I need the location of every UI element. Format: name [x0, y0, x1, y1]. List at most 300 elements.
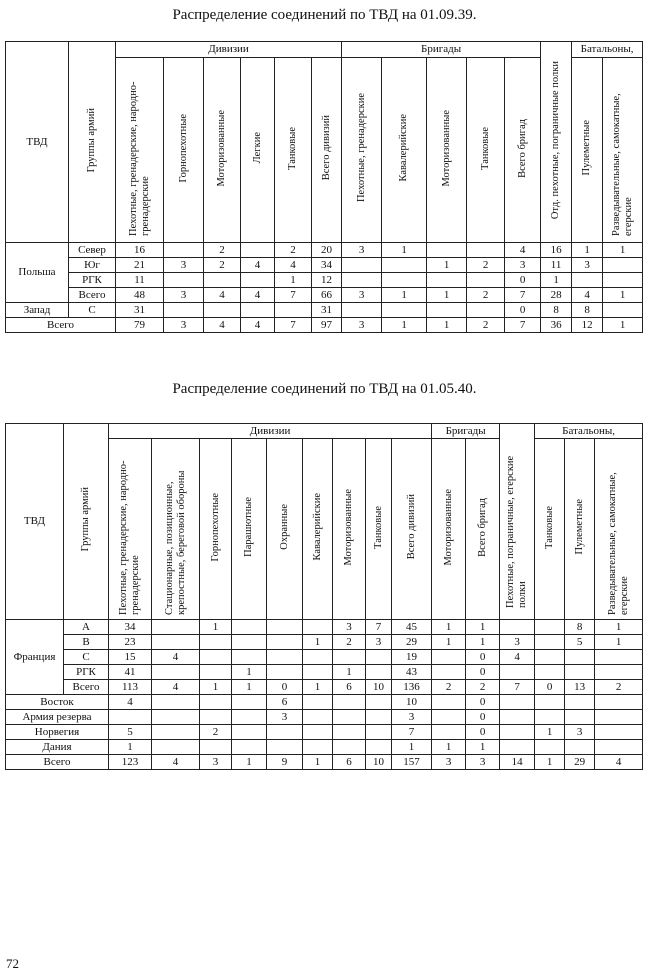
table-cell: 3: [267, 710, 303, 725]
table-cell: 6: [333, 680, 366, 695]
table-cell: [152, 695, 200, 710]
table-cell: [333, 710, 366, 725]
table-cell: 3: [392, 710, 432, 725]
table-cell: 3: [164, 258, 204, 273]
table-cell: 16: [116, 243, 164, 258]
table-cell: 34: [109, 620, 152, 635]
table-cell: [333, 725, 366, 740]
table-cell: 10: [366, 755, 392, 770]
table-cell: 2: [466, 680, 500, 695]
table-cell: [500, 710, 535, 725]
table-cell: 7: [392, 725, 432, 740]
table-row: [6, 755, 643, 770]
table-cell: 4: [152, 650, 200, 665]
group-cell: A: [64, 620, 109, 635]
table-cell: 113: [109, 680, 152, 695]
table-cell: 1: [382, 288, 427, 303]
table-cell: 3: [333, 620, 366, 635]
group-cell: C: [64, 650, 109, 665]
table-cell: [303, 740, 333, 755]
table-cell: 136: [392, 680, 432, 695]
table-cell: [535, 635, 565, 650]
group-battalions: Батальоны,: [535, 424, 643, 439]
table-row: [6, 665, 643, 680]
table-cell: 1: [603, 288, 643, 303]
table-cell: [152, 620, 200, 635]
col-header: Пулеметные: [572, 58, 603, 243]
table-cell: [500, 620, 535, 635]
table-cell: 7: [500, 680, 535, 695]
table-cell: [500, 740, 535, 755]
table-cell: 23: [109, 635, 152, 650]
table-cell: 12: [572, 318, 603, 333]
table-cell: [241, 243, 275, 258]
col-header: Моторизованные: [204, 58, 241, 243]
table-cell: [204, 303, 241, 318]
table-cell: [333, 650, 366, 665]
col-groups: [69, 42, 116, 243]
table-cell: 0: [466, 665, 500, 680]
table-cell: 7: [275, 318, 312, 333]
table-cell: [267, 650, 303, 665]
table-cell: 5: [565, 635, 595, 650]
table-cell: [152, 665, 200, 680]
table1-title: Распределение соединений по ТВД на 01.09.39.: [172, 7, 477, 23]
table-cell: 1: [392, 740, 432, 755]
table-cell: 0: [535, 680, 565, 695]
col-header: Моторизованные: [427, 58, 467, 243]
table-cell: [152, 635, 200, 650]
table-row: [6, 620, 643, 635]
table-cell: 4: [204, 288, 241, 303]
table-cell: 1: [232, 755, 267, 770]
table-cell: [303, 650, 333, 665]
table-cell: 0: [505, 303, 541, 318]
table-cell: [232, 725, 267, 740]
table-cell: [342, 303, 382, 318]
tvd-cell: Восток: [6, 695, 109, 710]
table-cell: [535, 665, 565, 680]
col-header: Танковые: [275, 58, 312, 243]
table-cell: 4: [500, 650, 535, 665]
table1-header-top: [6, 42, 643, 58]
table-cell: 4: [572, 288, 603, 303]
col-header: Моторизованные: [333, 439, 366, 620]
table-cell: 43: [392, 665, 432, 680]
table-cell: 1: [466, 740, 500, 755]
col-groups: [64, 424, 109, 620]
table-cell: [432, 665, 466, 680]
table-row: [6, 243, 643, 258]
table-cell: 0: [267, 680, 303, 695]
table-cell: [427, 243, 467, 258]
group-cell: Юг: [69, 258, 116, 273]
table-cell: 3: [200, 755, 232, 770]
table-cell: 36: [541, 318, 572, 333]
table-row: [6, 635, 643, 650]
table-cell: [432, 650, 466, 665]
table-row: [6, 650, 643, 665]
table-cell: [303, 710, 333, 725]
col-header: Горнопехотные: [164, 58, 204, 243]
col-header: Всего дивизий: [312, 58, 342, 243]
table-cell: 21: [116, 258, 164, 273]
table-cell: [152, 740, 200, 755]
table-cell: [595, 650, 643, 665]
table-cell: 7: [505, 288, 541, 303]
table-cell: 3: [572, 258, 603, 273]
table-cell: [200, 635, 232, 650]
table-cell: [342, 273, 382, 288]
table-cell: 4: [241, 318, 275, 333]
col-header: Пулеметные: [565, 439, 595, 620]
col-header: Моторизованные: [432, 439, 466, 620]
table-cell: 1: [595, 635, 643, 650]
table2: [5, 423, 643, 770]
table-cell: 1: [432, 635, 466, 650]
table-cell: [267, 740, 303, 755]
table-cell: 3: [164, 288, 204, 303]
table-cell: 4: [152, 755, 200, 770]
table-cell: [164, 273, 204, 288]
table-cell: 0: [466, 710, 500, 725]
table-cell: 1: [303, 635, 333, 650]
table-cell: 3: [366, 635, 392, 650]
table-cell: [204, 273, 241, 288]
table-cell: 10: [366, 680, 392, 695]
table-cell: 4: [241, 288, 275, 303]
tvd-cell: Франция: [6, 620, 64, 695]
col-header: Охранные: [267, 439, 303, 620]
table-cell: 66: [312, 288, 342, 303]
table2-title: Распределение соединений по ТВД на 01.05.40.: [172, 381, 477, 397]
table-cell: 97: [312, 318, 342, 333]
table-cell: 1: [595, 620, 643, 635]
table-cell: 1: [466, 620, 500, 635]
group-cell: РГК: [69, 273, 116, 288]
table-cell: [535, 620, 565, 635]
table-cell: 1: [382, 318, 427, 333]
table-cell: [333, 695, 366, 710]
table-cell: 1: [603, 318, 643, 333]
table-cell: [366, 710, 392, 725]
table-cell: [200, 650, 232, 665]
group-cell: B: [64, 635, 109, 650]
table-cell: 3: [342, 243, 382, 258]
col-header: Легкие: [241, 58, 275, 243]
table-cell: [467, 243, 505, 258]
table-cell: [603, 273, 643, 288]
table-cell: [572, 273, 603, 288]
table-cell: 157: [392, 755, 432, 770]
table-row: [6, 725, 643, 740]
table-cell: 2: [333, 635, 366, 650]
table-cell: 19: [392, 650, 432, 665]
table-cell: [267, 665, 303, 680]
col-header: Танковые: [535, 439, 565, 620]
col-groups-label: Группы армий: [86, 107, 97, 173]
table-cell: [427, 303, 467, 318]
table-cell: 1: [535, 725, 565, 740]
table-cell: [535, 650, 565, 665]
table-cell: [595, 665, 643, 680]
table-cell: 1: [232, 680, 267, 695]
col-header: Кавалерийские: [303, 439, 333, 620]
col-header: Разведывательные, самокатные, егерские: [603, 58, 643, 243]
table-cell: [200, 695, 232, 710]
tvd-cell: Армия резерва: [6, 710, 109, 725]
table-cell: [565, 740, 595, 755]
col-header: Всего дивизий: [392, 439, 432, 620]
table-cell: [366, 665, 392, 680]
table-cell: [267, 635, 303, 650]
table-cell: [232, 620, 267, 635]
table-row: [6, 680, 643, 695]
table-cell: 3: [432, 755, 466, 770]
table-cell: [241, 273, 275, 288]
table-cell: 79: [116, 318, 164, 333]
table-cell: [595, 740, 643, 755]
table-cell: 0: [466, 695, 500, 710]
col-header: Парашютные: [232, 439, 267, 620]
table-cell: 31: [116, 303, 164, 318]
table-cell: 9: [267, 755, 303, 770]
table-cell: 1: [432, 620, 466, 635]
table-cell: 3: [342, 288, 382, 303]
table-row: [6, 288, 643, 303]
table-cell: [342, 258, 382, 273]
table-cell: [164, 303, 204, 318]
col-otd: [541, 42, 572, 243]
table-cell: 14: [500, 755, 535, 770]
col-otd-label: Отд. пехотные, пограничные полки: [550, 60, 562, 220]
col-tvd: ТВД: [6, 42, 69, 243]
col-header: Горнопехотные: [200, 439, 232, 620]
table-cell: [500, 725, 535, 740]
table-cell: 1: [333, 665, 366, 680]
table1: [5, 41, 643, 333]
table-cell: 3: [505, 258, 541, 273]
table-cell: 2: [595, 680, 643, 695]
group-cell: С: [69, 303, 116, 318]
tvd-cell: Польша: [6, 243, 69, 303]
table-cell: [200, 665, 232, 680]
table-cell: [595, 725, 643, 740]
table-cell: 7: [505, 318, 541, 333]
table-cell: 41: [109, 665, 152, 680]
tvd-cell: Дания: [6, 740, 109, 755]
table-cell: [200, 710, 232, 725]
tvd-cell: Всего: [6, 755, 109, 770]
table-cell: [382, 273, 427, 288]
table-cell: [232, 740, 267, 755]
col-otd-label: Пехотные, пограничные, егерские полки: [505, 455, 529, 608]
table-cell: [152, 725, 200, 740]
group-cell: РГК: [64, 665, 109, 680]
table-cell: [432, 710, 466, 725]
table-cell: [535, 740, 565, 755]
table-cell: 1: [427, 288, 467, 303]
table-cell: 34: [312, 258, 342, 273]
group-cell: Север: [69, 243, 116, 258]
table-cell: [467, 303, 505, 318]
table-cell: [152, 710, 200, 725]
table-cell: [432, 695, 466, 710]
table-cell: 28: [541, 288, 572, 303]
table-row: [6, 740, 643, 755]
table-cell: 20: [312, 243, 342, 258]
table-cell: [232, 650, 267, 665]
table-cell: [603, 258, 643, 273]
table-cell: [241, 303, 275, 318]
table-cell: [275, 303, 312, 318]
group-cell: Всего: [69, 288, 116, 303]
table-cell: 1: [303, 680, 333, 695]
table-cell: 3: [565, 725, 595, 740]
table-cell: 1: [200, 620, 232, 635]
table-cell: 5: [109, 725, 152, 740]
table-row: [6, 318, 643, 333]
table-cell: 45: [392, 620, 432, 635]
table-cell: [535, 695, 565, 710]
group-cell: Всего: [64, 680, 109, 695]
table-row: [6, 695, 643, 710]
tvd-cell: Запад: [6, 303, 69, 318]
group-divisions: Дивизии: [116, 42, 342, 58]
table-cell: 1: [303, 755, 333, 770]
table-cell: [565, 650, 595, 665]
table-cell: 1: [109, 740, 152, 755]
page-number: 72: [6, 956, 19, 971]
table-cell: 1: [572, 243, 603, 258]
table-cell: [333, 740, 366, 755]
table-cell: 3: [500, 635, 535, 650]
table-cell: 1: [432, 740, 466, 755]
table-cell: 10: [392, 695, 432, 710]
table-cell: 16: [541, 243, 572, 258]
col-otd: [500, 424, 535, 620]
table-cell: 29: [392, 635, 432, 650]
col-header: Разведывательные, самокатные, егерские: [595, 439, 643, 620]
table-cell: 2: [204, 243, 241, 258]
table-cell: 0: [505, 273, 541, 288]
table-cell: [232, 710, 267, 725]
col-header: Всего бригад: [505, 58, 541, 243]
table-cell: 2: [432, 680, 466, 695]
table-cell: 6: [333, 755, 366, 770]
table-cell: 1: [427, 318, 467, 333]
table-cell: [267, 620, 303, 635]
table-cell: [595, 695, 643, 710]
table-cell: [565, 665, 595, 680]
col-header: Пехотные, гренадерские: [342, 58, 382, 243]
table-cell: [467, 273, 505, 288]
table-cell: 2: [467, 318, 505, 333]
table2-header-top: [6, 424, 643, 439]
table-cell: 12: [312, 273, 342, 288]
table-cell: 13: [565, 680, 595, 695]
group-divisions: Дивизии: [109, 424, 432, 439]
group-brigades: Бригады: [342, 42, 541, 58]
table-cell: 3: [164, 318, 204, 333]
table-cell: [109, 710, 152, 725]
table-row: [6, 710, 643, 725]
table-cell: 11: [116, 273, 164, 288]
table-cell: 2: [204, 258, 241, 273]
table-cell: 8: [565, 620, 595, 635]
table-cell: 1: [382, 243, 427, 258]
col-groups-label: Группы армий: [80, 487, 91, 552]
table-cell: 7: [366, 620, 392, 635]
table-cell: [366, 695, 392, 710]
table-cell: [303, 620, 333, 635]
col-header: Пехотные, гренадерские, народно-гренадерские: [109, 439, 152, 620]
col-header: Кавалерийские: [382, 58, 427, 243]
table-cell: [200, 740, 232, 755]
table-cell: 1: [541, 273, 572, 288]
table-cell: [303, 725, 333, 740]
table-cell: 1: [275, 273, 312, 288]
table-cell: 4: [595, 755, 643, 770]
table-cell: 4: [204, 318, 241, 333]
table-cell: 4: [241, 258, 275, 273]
table-cell: 3: [466, 755, 500, 770]
col-header: Пехотные, гренадерские, народно-гренадерские: [116, 58, 164, 243]
group-battalions: Батальоны,: [572, 42, 643, 58]
table-cell: [366, 725, 392, 740]
table-cell: [500, 665, 535, 680]
table-cell: [303, 665, 333, 680]
table-cell: 29: [565, 755, 595, 770]
table-cell: 1: [603, 243, 643, 258]
table-cell: [382, 258, 427, 273]
table-cell: 8: [572, 303, 603, 318]
table-cell: [232, 635, 267, 650]
table-row: [6, 258, 643, 273]
table-cell: 8: [541, 303, 572, 318]
table-cell: [500, 695, 535, 710]
table-cell: 11: [541, 258, 572, 273]
table-cell: 4: [505, 243, 541, 258]
table-cell: 15: [109, 650, 152, 665]
table-cell: [366, 740, 392, 755]
table-cell: 2: [275, 243, 312, 258]
table-cell: 31: [312, 303, 342, 318]
table-cell: 4: [275, 258, 312, 273]
table-row: [6, 273, 643, 288]
table-cell: 2: [200, 725, 232, 740]
table-cell: [427, 273, 467, 288]
table-cell: [303, 695, 333, 710]
table-cell: 4: [152, 680, 200, 695]
table-cell: 2: [467, 258, 505, 273]
table-cell: 1: [232, 665, 267, 680]
table-cell: [432, 725, 466, 740]
table-cell: [535, 710, 565, 725]
table-cell: [595, 710, 643, 725]
table-cell: [565, 695, 595, 710]
table-cell: 2: [467, 288, 505, 303]
col-header: Стационарные, позиционные, крепостные, береговой обороны: [152, 439, 200, 620]
table-cell: 4: [109, 695, 152, 710]
table-cell: [382, 303, 427, 318]
table-cell: 1: [427, 258, 467, 273]
table-cell: 0: [466, 725, 500, 740]
table-row: [6, 303, 643, 318]
table-cell: [565, 710, 595, 725]
table-cell: 48: [116, 288, 164, 303]
table-cell: [366, 650, 392, 665]
